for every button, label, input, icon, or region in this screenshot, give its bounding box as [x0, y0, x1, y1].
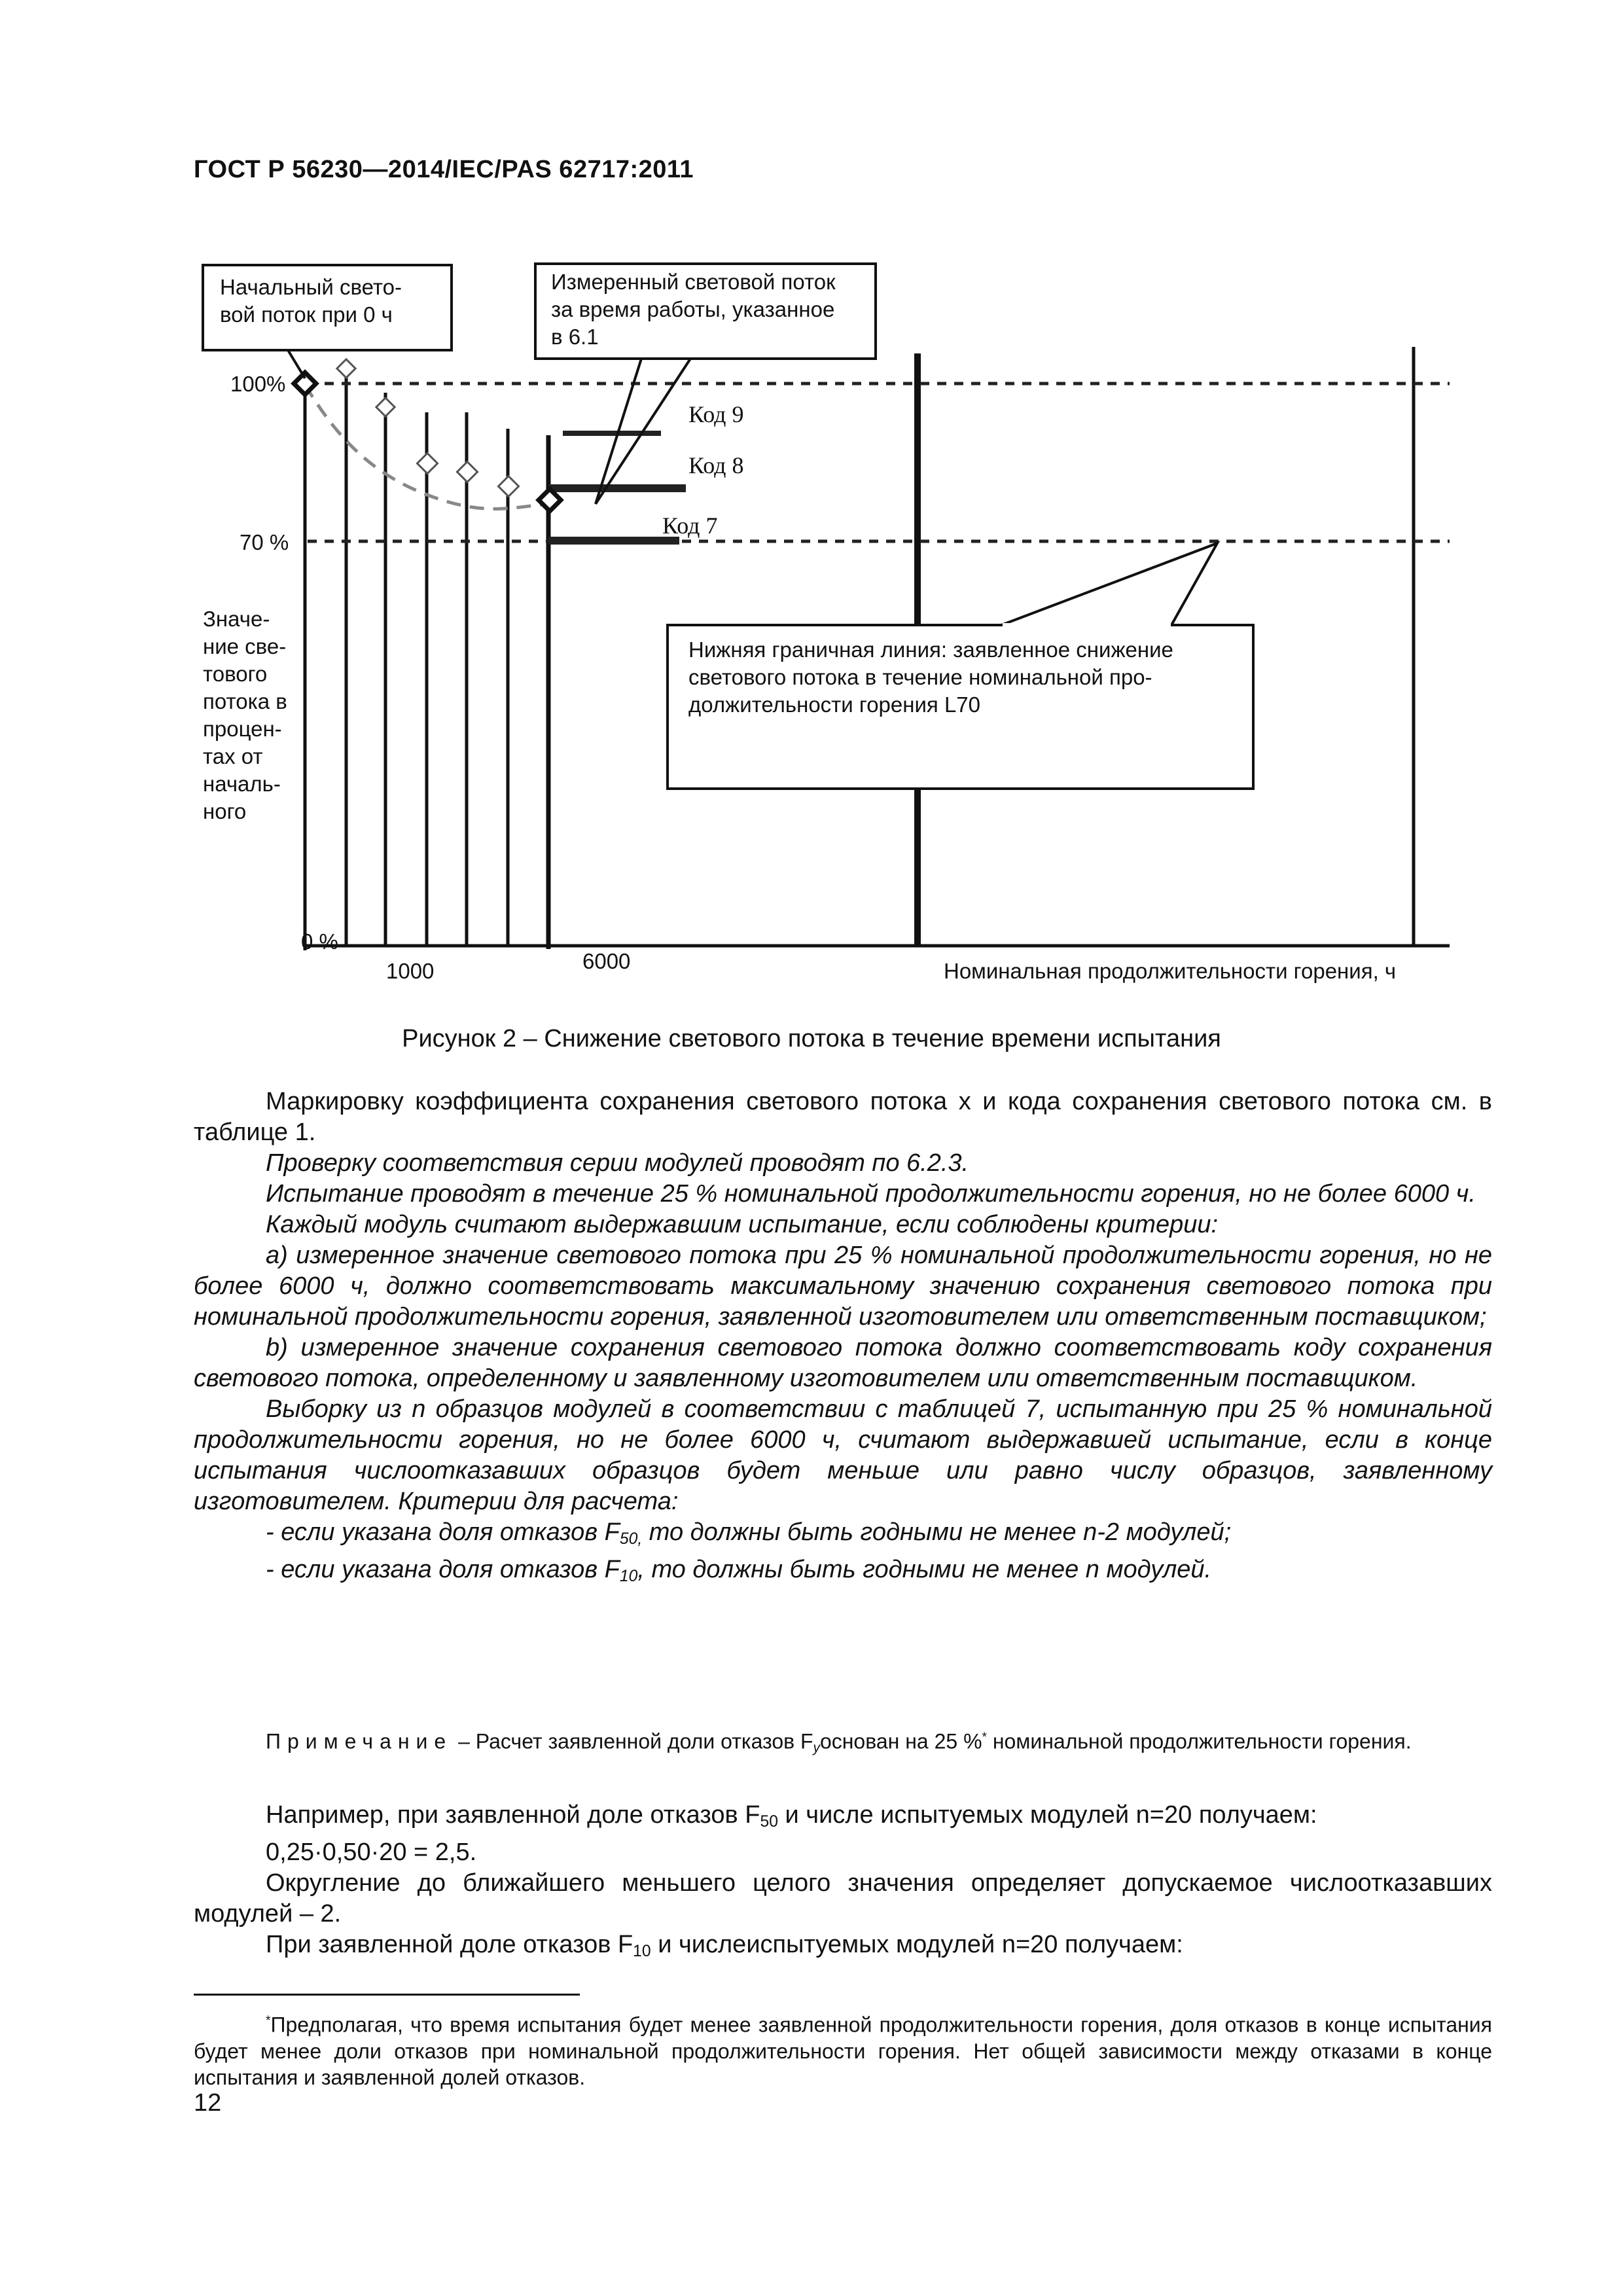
note — [194, 1724, 1492, 1762]
text-run: – Расчет заявленной доли отказов F — [452, 1729, 813, 1753]
code9-bar — [563, 431, 661, 436]
marker-6000 — [539, 489, 561, 511]
x-label-1000: 1000 — [386, 959, 435, 983]
code7-bar — [548, 537, 679, 545]
callout-measured-line: в 6.1 — [551, 325, 599, 349]
y-axis-title-line: тах от — [203, 744, 263, 768]
marker — [498, 476, 518, 496]
callout-lower-line: светового потока в течение номинальной про- — [688, 665, 1152, 689]
body-text — [194, 1086, 1492, 1592]
marker — [376, 398, 395, 416]
criterion-f50 — [194, 1517, 1492, 1554]
y-axis-title-line: процен- — [203, 717, 282, 741]
paragraph: Выборку из n образцов модулей в соответствии с таблицей 7, испытанную при 25 % номинальной продолжительности горения, но не более 6000 ч, считают выдержавшей испытание, если в конце испытания числоотказавших образцов будет меньше или равно числу образцов, заявленному изготовителем. Критерии для расчета: — [194, 1395, 1492, 1515]
y-axis-title-line: ного — [203, 799, 247, 823]
code9-label: Код 9 — [688, 401, 744, 427]
callout-lower-line: Нижняя граничная линия: заявленное снижение — [688, 637, 1173, 662]
y-label-0: 0 % — [301, 929, 338, 954]
subscript: 10 — [619, 1568, 638, 1586]
footnote — [194, 2008, 1492, 2090]
y-axis-title-line: ние све- — [203, 634, 287, 658]
y-label-100: 100% — [230, 372, 286, 396]
text-run: то должны быть годными не менее n-2 модулей; — [642, 1518, 1232, 1546]
subscript: 10 — [633, 1943, 651, 1961]
figure-caption: Рисунок 2 – Снижение светового потока в течение времени испытания — [402, 1025, 1221, 1052]
code7-label: Код 7 — [662, 512, 718, 539]
y-axis-title-line: тового — [203, 662, 268, 686]
criterion-f10 — [194, 1554, 1492, 1592]
callout-initial-line: Начальный свето- — [220, 275, 402, 299]
document-header: ГОСТ Р 56230—2014/IEC/PAS 62717:2011 — [194, 156, 694, 183]
marker — [417, 453, 437, 473]
y-axis-title-line: началь- — [203, 772, 281, 796]
subscript: 50, — [619, 1530, 643, 1549]
superscript: * — [982, 1731, 987, 1744]
subscript: y — [813, 1740, 820, 1755]
paragraph: Каждый модуль считают выдержавшим испытание, если соблюдены критерии: — [266, 1211, 1219, 1238]
footnote-text: Предполагая, что время испытания будет менее заявленной продолжительности горения, доля отказов в конце испытания будет менее доли отказов при номинальной продолжительности горения. Нет общей зависимости между отказами в конце испытания и заявленной долей отказов. — [194, 2013, 1492, 2089]
example-line: 0,25·0,50·20 = 2,5. — [266, 1839, 477, 1867]
callout-measured — [551, 268, 836, 351]
marker-initial — [294, 372, 316, 395]
callout-lower-limit — [688, 636, 1173, 719]
paragraph: Проверку соответствия серии модулей проводят по 6.2.3. — [266, 1149, 969, 1177]
figure-luminous-flux-decline — [0, 0, 1623, 1021]
paragraph: b) измеренное значение сохранения светового потока должно соответствовать коду сохранения светового потока, определенному и заявленному изготовителем или ответственным поставщиком. — [194, 1334, 1492, 1392]
pointer-initial — [288, 350, 305, 378]
paragraph: a) измеренное значение светового потока при 25 % номинальной продолжительности горения, но не более 6000 ч, должно соответствовать максимальному значению сохранения светового потока при номинальной продолжительности горения, заявленной изготовителем или ответственным поставщиком; — [194, 1242, 1492, 1331]
text-run: номинальной продолжительности горения. — [986, 1729, 1412, 1753]
text-run: и числеиспытуемых модулей n=20 получаем: — [651, 1931, 1183, 1959]
text-run: - если указана доля отказов F — [266, 1518, 620, 1546]
example-line — [194, 1929, 1492, 1967]
paragraph: Маркировку коэффициента сохранения светового потока x и кода сохранения светового потока см. в таблице 1. — [194, 1088, 1492, 1146]
text-run: и числе испытуемых модулей n=20 получаем: — [777, 1801, 1317, 1829]
example-block — [194, 1800, 1492, 1967]
y-axis-title — [203, 605, 287, 825]
text-run: , то должны быть годными не менее n модулей. — [637, 1556, 1212, 1584]
subscript: 50 — [760, 1813, 778, 1831]
text-run: Например, при заявленной доле отказов F — [266, 1801, 760, 1829]
callout-measured-line: Измеренный световой поток — [551, 270, 836, 294]
text-run: При заявленной доле отказов F — [266, 1931, 633, 1959]
example-line: Округление до ближайшего меньшего целого значения определяет допускаемое числоотказавших модулей – 2. — [194, 1869, 1492, 1928]
code8-bar — [548, 484, 686, 492]
y-axis-title-line: потока в — [203, 689, 287, 713]
callout-initial — [220, 274, 402, 329]
pointer-lower — [1001, 543, 1217, 625]
note-label: Примечание — [266, 1729, 453, 1753]
callout-measured-line: за время работы, указанное — [551, 297, 835, 321]
callout-initial-line: вой поток при 0 ч — [220, 302, 393, 327]
example-line — [194, 1800, 1492, 1837]
callout-lower-line: должительности горения L70 — [688, 692, 981, 717]
text-run: основан на 25 % — [819, 1729, 982, 1753]
marker — [457, 461, 477, 482]
paragraph: Испытание проводят в течение 25 % номинальной продолжительности горения, но не более 6000 ч. — [266, 1180, 1476, 1208]
marker — [337, 359, 355, 378]
text-run: - если указана доля отказов F — [266, 1556, 620, 1584]
chart-figure — [0, 0, 1623, 1021]
y-label-70: 70 % — [240, 530, 289, 554]
page-number: 12 — [194, 2089, 222, 2117]
footnote-mark: * — [266, 2014, 271, 2028]
x-axis-title: Номинальная продолжительности горения, ч — [944, 959, 1397, 983]
code8-label: Код 8 — [688, 452, 744, 478]
x-label-6000: 6000 — [582, 949, 631, 973]
footnote-separator — [194, 1994, 580, 1996]
y-axis-title-line: Значе- — [203, 607, 270, 631]
